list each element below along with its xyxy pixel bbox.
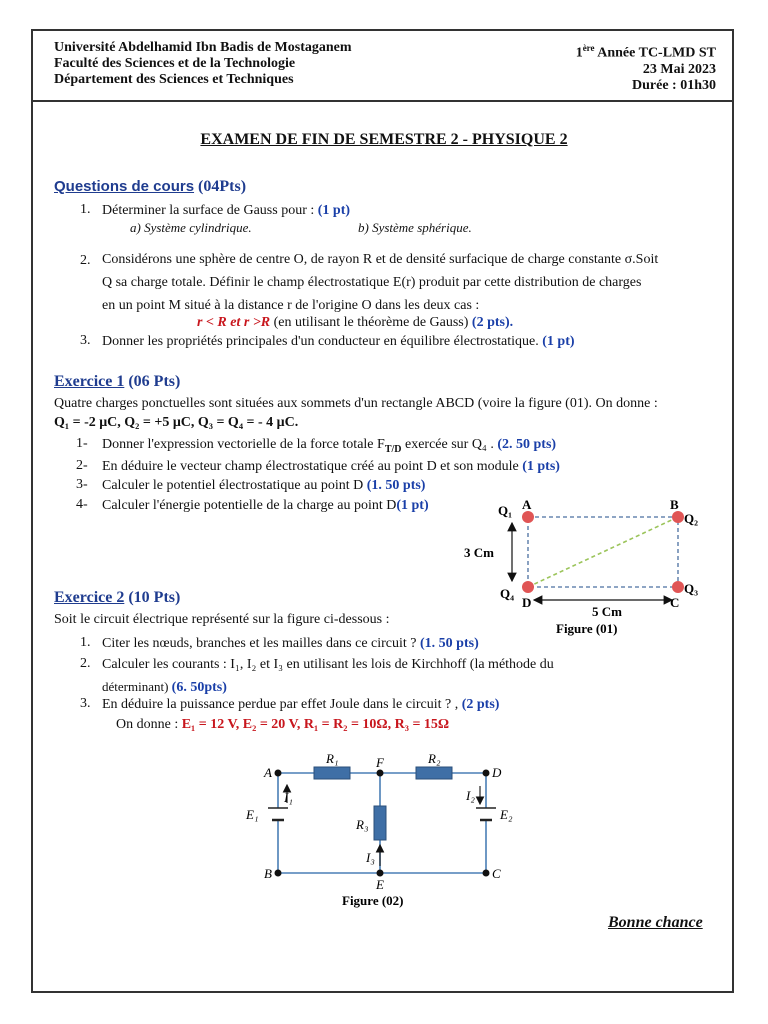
charge-q3 — [672, 581, 684, 593]
resistor-r2 — [416, 767, 452, 779]
cours-q2-cases: r < R et r >R (en utilisant le théorème de Gauss) (2 pts). — [197, 315, 514, 330]
exam-duration: Durée : 01h30 — [632, 77, 716, 93]
label-q1: Q₁ — [498, 503, 513, 518]
label-b: B — [670, 497, 679, 512]
figure-01 — [460, 490, 720, 640]
charge-q1 — [522, 511, 534, 523]
figure-02 — [230, 748, 530, 913]
figure-02-caption: Figure (02) — [342, 893, 404, 908]
height-label: 3 Cm — [464, 545, 494, 560]
header-divider — [31, 100, 734, 102]
label-q4: Q₄ — [500, 586, 515, 601]
cours-q2-num: 2. — [80, 253, 91, 268]
charge-q4 — [522, 581, 534, 593]
ex1-q4-num: 4- — [76, 497, 88, 512]
cours-q3: Donner les propriétés principales d'un conducteur en équilibre électrostatique. (1 pt) — [102, 334, 575, 349]
i2-label: I₂ — [466, 788, 475, 803]
node-a-label: A — [264, 765, 272, 780]
page-title: EXAMEN DE FIN DE SEMESTRE 2 - PHYSIQUE 2 — [200, 131, 568, 148]
e1-label: E₁ — [246, 807, 259, 822]
cours-q3-num: 3. — [80, 333, 91, 348]
label-d: D — [522, 595, 532, 610]
closing-message: Bonne chance — [608, 914, 703, 931]
r3-label: R₃ — [356, 817, 369, 832]
figure-01-caption: Figure (01) — [556, 621, 618, 636]
ex2-q2-num: 2. — [80, 656, 91, 671]
cours-q1-b: b) Système sphérique. — [358, 220, 472, 235]
ex1-intro: Quatre charges ponctuelles sont situées aux sommets d'un rectangle ABCD (voire la figure (01). On donne : — [54, 396, 658, 411]
university-name: Université Abdelhamid Ibn Badis de Mostaganem — [54, 40, 352, 55]
ex1-q1: Donner l'expression vectorielle de la force totale $F_{T/D}$ exercée sur Q₄ . (2. 50 pts) — [102, 437, 557, 455]
r1-label: R₁ — [326, 751, 339, 766]
node-f-label: F — [376, 755, 384, 770]
resistor-r1 — [314, 767, 350, 779]
node-e-label: E — [376, 877, 384, 892]
cours-q1: Déterminer la surface de Gauss pour : (1 pt) — [102, 203, 351, 218]
cours-q2: Considérons une sphère de centre O, de rayon R et de densité surfacique de charge constante σ.Soit Q sa charge totale. Définir le champ électrostatique E(r) produit par cette distribution de charges en un point M situé à la distance r de l'origine O dans les deux cas : — [102, 252, 659, 313]
battery-e2 — [476, 808, 496, 820]
ex1-values: Q₁ = -2 μC, Q₂ = +5 μC, Q₃ = Q₄ = - 4 μC. — [54, 415, 299, 430]
node-b-label: B — [264, 866, 272, 881]
faculty-name: Faculté des Sciences et de la Technologie — [54, 56, 296, 71]
cours-q1-a: a) Système cylindrique. — [130, 220, 252, 235]
resistor-r3 — [374, 806, 386, 840]
diagonal-bd — [528, 517, 678, 587]
exam-date: 23 Mai 2023 — [642, 61, 716, 77]
battery-e1 — [268, 808, 288, 820]
cours-q1-num: 1. — [80, 202, 91, 217]
ex2-given: On donne : E₁ = 12 V, E₂ = 20 V, R₁ = R₂ = 10Ω, R₃ = 15Ω — [116, 717, 450, 732]
ex1-q4: Calculer l'énergie potentielle de la charge au point D(1 pt) — [102, 498, 429, 513]
ex1-q1-num: 1- — [76, 436, 88, 451]
width-label: 5 Cm — [592, 604, 622, 619]
e2-label: E₂ — [500, 807, 513, 822]
r2-label: R₂ — [428, 751, 441, 766]
label-q2: Q₂ — [684, 511, 699, 526]
cours-heading: Questions de cours (04Pts) — [54, 178, 247, 195]
ex1-q3: Calculer le potentiel électrostatique au point D (1. 50 pts) — [102, 478, 426, 493]
ex1-q2: En déduire le vecteur champ électrostatique créé au point D et son module (1 pts) — [102, 459, 560, 474]
ex2-q3-num: 3. — [80, 696, 91, 711]
label-a: A — [522, 497, 532, 512]
ex1-q2-num: 2- — [76, 458, 88, 473]
ex1-heading: Exercice 1 (06 Pts) — [54, 373, 181, 390]
ex2-heading: Exercice 2 (10 Pts) — [54, 589, 181, 606]
department-name: Département des Sciences et Techniques — [54, 72, 294, 87]
ex2-q3: En déduire la puissance perdue par effet Joule dans le circuit ? , (2 pts) — [102, 697, 500, 712]
node-d-label: D — [492, 765, 502, 780]
label-q3: Q₃ — [684, 581, 699, 596]
ex1-q3-num: 3- — [76, 477, 88, 492]
i3-label: I₃ — [366, 850, 375, 865]
ex2-q1: Citer les nœuds, branches et les mailles dans ce circuit ? (1. 50 pts) — [102, 636, 479, 651]
i1-label: I₁ — [284, 790, 293, 805]
ex2-intro: Soit le circuit électrique représenté sur la figure ci-dessous : — [54, 612, 390, 627]
ex2-q2: Calculer les courants : I₁, I₂ et I₃ en utilisant les lois de Kirchhoff (la méthode du déterminant) (6. 50pts) — [102, 657, 554, 695]
ex2-q1-num: 1. — [80, 635, 91, 650]
year-label: 1ère Année TC-LMD ST — [575, 43, 716, 61]
charge-q2 — [672, 511, 684, 523]
node-c-label: C — [492, 866, 501, 881]
label-c: C — [670, 595, 680, 610]
